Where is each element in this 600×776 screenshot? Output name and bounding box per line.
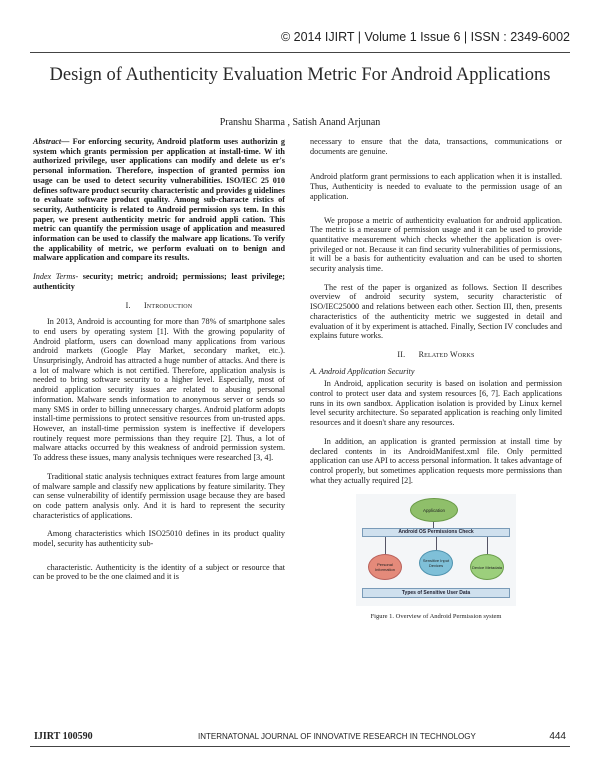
page-footer (30, 731, 570, 745)
right-paragraph-2: Android platform grant permissions to each application when it is installed. Thus, Authenticity is needed to evaluate to the permission usage of an application. (310, 172, 562, 201)
sensitive-input-node: Sensitive Input Devices (419, 550, 453, 576)
footer-paper-id: IJIRT 100590 (34, 731, 93, 742)
subsection-heading: A. Android Application Security (310, 366, 415, 376)
permissions-check-bar: Android OS Permissions Check (362, 528, 510, 537)
right-column (310, 137, 562, 632)
section-title: Introduction (143, 300, 193, 310)
footer-divider (30, 746, 570, 747)
right-paragraph-3: We propose a metric of authenticity evaluation for android application. The metric is a measure of permission usage and it can be used to provide quantitative measurement which checks whether the application is over-privileged or not. Because it can find security vulnerabilities of permissions, it will be a basis for authenticity evaluation and can be used to shorten security analysis time. (310, 215, 562, 274)
section-number: I. (125, 300, 131, 310)
intro-paragraph-2: Traditional static analysis techniques extract features from large amount of malware sample and classify new applications by feature similarity. They can sense vulnerability of identify permission usage because they are based on code pattern analysis only. And it is hard to represent the security characteristics of applications. (33, 471, 285, 520)
figure-caption: Figure 1. Overview of Android Permission system (370, 613, 502, 621)
section-heading-related-works (310, 350, 562, 360)
page-number: 444 (549, 731, 566, 742)
index-terms-label: Index Terms- (33, 272, 79, 282)
related-paragraph-1: In Android, application security is based on isolation and permission control to protect user data and system resources [6, 7]. Each applications runs in its own sandbox. Application isolation is provided by Linux kernel level security architecture. So separated application is reaching only limited resources and it doesn't share any resources. (310, 379, 562, 428)
application-node: Application (410, 498, 458, 522)
intro-paragraph-4: characteristic. Authenticity is the identity of a subject or resource that can be proved to be the one claimed and it is (33, 562, 285, 582)
index-terms (33, 272, 285, 291)
intro-paragraph-1: In 2013, Android is accounting for more than 78% of smartphone sales to end users by operating system [1]. With the growing popularity of Android platform, users can download many applications from various android markets (Google Play Market, secondary market, etc.). Unsurprisingly, Android has attracted a huge number of attacks. And there is a lot of malware which is not certified. Therefore, application analysis is needed to bring software security to a higher level. Especially, most of android application security issues are related to abusing personal information. Malware sends information to anonymous server or sends so many SMS in order to billing unnecessary charges. Android platform adopts install-time permissions to protect sensitive resources from un-trusted apps. However, an install-time permission system is ineffective if developers routinely request more permissions than they require [2]. Thus, a lot of malware attacks occurred by this weakness of android permission system. To address these issues, many analysis techniques were researched [3, 4]. (33, 317, 285, 463)
sensitive-data-bar: Types of Sensitive User Data (362, 588, 510, 598)
connector-line (487, 537, 488, 554)
right-paragraph-4: The rest of the paper is organized as follows. Section II describes overview of android security system, security characteristic of ISO/IEC25000 and relations between each other. Section III, then, presents characteristics of the authenticity metric we suggested in detail and evaluation of it by experiment is attached. Finally, Section IV concludes and explains future works. (310, 282, 562, 341)
left-column (33, 137, 285, 591)
related-paragraph-2: In addition, an application is granted permission at install time by declared contents in its AndroidManifest.xml file. Only permitted application can use API to access personal information. It takes advantage of control properly, but sometimes application requests more permissions than what they actually required [2]. (310, 436, 562, 485)
personal-information-node: Personal Information (368, 554, 402, 580)
section-number: II. (397, 349, 406, 359)
paper-title: Design of Authenticity Evaluation Metric For Android Applications (49, 65, 551, 85)
paper-authors: Pranshu Sharma , Satish Anand Arjunan (219, 117, 381, 128)
abstract-label: Abstract— (33, 137, 70, 146)
device-metadata-node: Device Metadata (470, 554, 504, 580)
right-paragraph-1: necessary to ensure that the data, transactions, communications or documents are genuine. (310, 137, 562, 156)
footer-journal-name: INTERNATONAL JOURNAL OF INNOVATIVE RESEARCH IN TECHNOLOGY (198, 732, 476, 741)
section-heading-introduction (33, 301, 285, 311)
abstract (33, 137, 285, 263)
connector-line (385, 537, 386, 554)
index-terms-text: security; metric; android; permissions; least privilege; authenticity (33, 272, 285, 291)
journal-header: © 2014 IJIRT | Volume 1 Issue 6 | ISSN : 2349-6002 (280, 30, 570, 44)
abstract-text: For enforcing security, Android platform uses authorizin g system which grants permission per application at install-time. W ith authorized privilege, user applications can modify and delete us er's personal information. Therefore, inspection of granted permiss ion usage can be used to detect security vulnerabilities. ISO/IEC 25 010 defines software product security characteristic and provides g uidelines to evaluate software product quality. Among sub-characte ristics of security, Authenticity is related to Android permission sys tem. In this paper, we present authenticity metric for android appli cation. This metric can quantify the permission usage of application and measured information can be used to classify the malware app lications. To verify the applicability of metric, we perform evaluati on to benign and malware application and compare its results. (33, 137, 285, 263)
connector-line (436, 537, 437, 550)
header-divider (30, 52, 570, 53)
intro-paragraph-3: Among characteristics which ISO25010 defines in its product quality model, security has authenticity sub- (33, 529, 285, 549)
permission-diagram (356, 494, 516, 606)
section-title: Related Works (418, 349, 475, 359)
